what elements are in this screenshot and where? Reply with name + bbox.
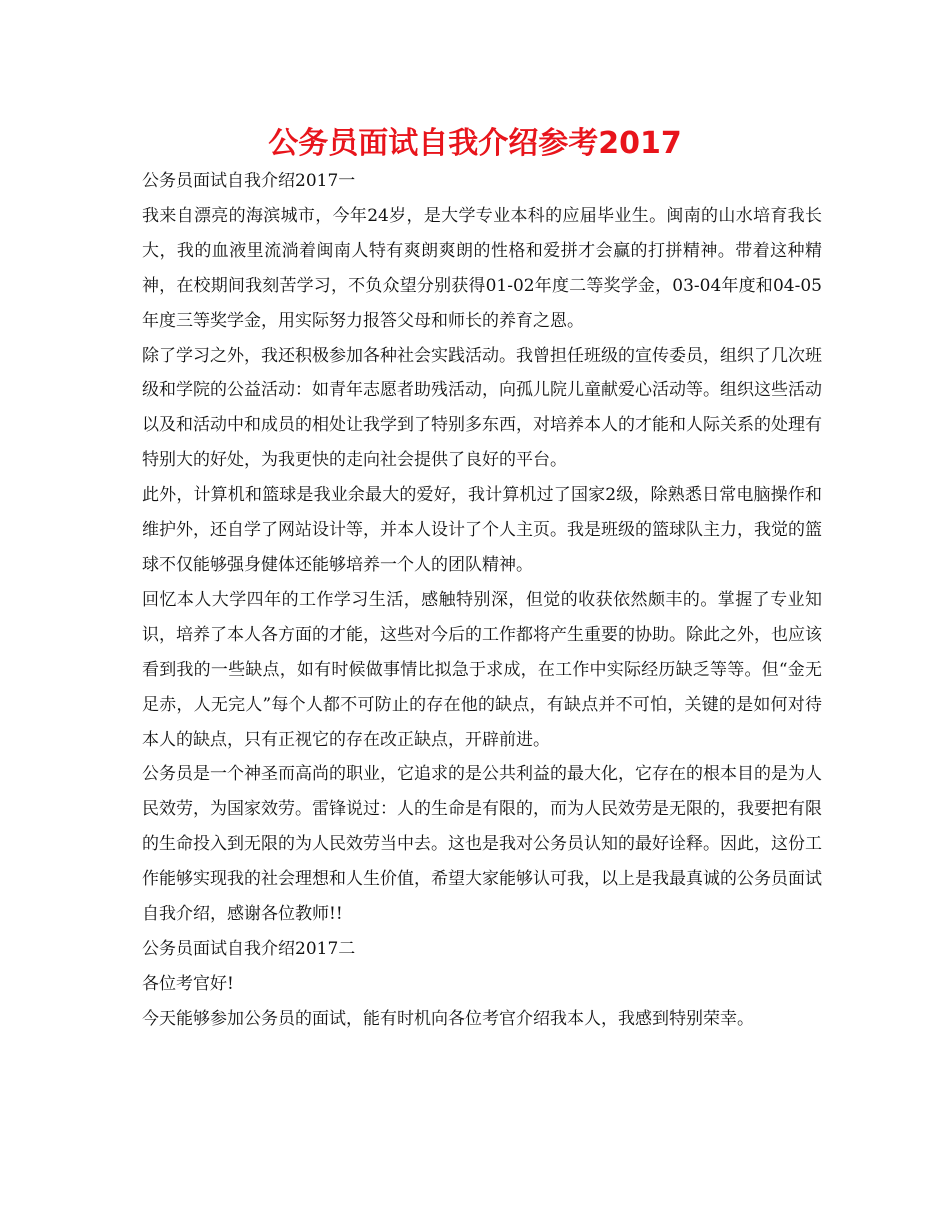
paragraph: 回忆本人大学四年的工作学习生活，感触特别深，但觉的收获依然颇丰的。掌握了专业知识，培养了本人各方面的才能，这些对今后的工作都将产生重要的协助。除此之外，也应该看到我的一些缺点，如有时候做事情比拟急于求成，在工作中实际经历缺乏等等。但“金无足赤，人无完人”每个人都不可防止的存在他的缺点，有缺点并不可怕，关键的是如何对待本人的缺点，只有正视它的存在改正缺点，开辟前进。 — [142, 589, 822, 750]
paragraph: 此外，计算机和篮球是我业余最大的爱好，我计算机过了国家2级，除熟悉日常电脑操作和维护外，还自学了网站设计等，并本人设计了个人主页。我是班级的篮球队主力，我觉的篮球不仅能够强身健体还能够培养一个人的团队精神。 — [142, 485, 822, 575]
document-body — [142, 164, 822, 1037]
document-title: 公务员面试自我介绍参考2017 — [268, 126, 682, 161]
paragraph: 今天能够参加公务员的面试，能有时机向各位考官介绍我本人，我感到特别荣幸。 — [142, 1008, 754, 1029]
paragraph: 公务员面试自我介绍2017一 — [142, 171, 356, 191]
paragraph: 除了学习之外，我还积极参加各种社会实践活动。我曾担任班级的宣传委员，组织了几次班级和学院的公益活动：如青年志愿者助残活动，向孤儿院儿童献爱心活动等。组织这些活动以及和活动中和成员的相处让我学到了特别多东西，对培养本人的才能和人际关系的处理有特别大的好处，为我更快的走向社会提供了良好的平台。 — [142, 345, 822, 471]
paragraph: 公务员是一个神圣而高尚的职业，它追求的是公共利益的最大化，它存在的根本目的是为人民效劳，为国家效劳。雷锋说过：人的生命是有限的，而为人民效劳是无限的，我要把有限的生命投入到无限的为人民效劳当中去。这也是我对公务员认知的最好诠释。因此，这份工作能够实现我的社会理想和人生价值，希望大家能够认可我，以上是我最真诚的公务员面试自我介绍，感谢各位教师!! — [142, 764, 822, 925]
paragraph: 各位考官好! — [142, 973, 234, 994]
paragraph: 公务员面试自我介绍2017二 — [142, 938, 356, 959]
paragraph: 我来自漂亮的海滨城市，今年24岁，是大学专业本科的应届毕业生。闽南的山水培育我长大，我的血液里流淌着闽南人特有爽朗爽朗的性格和爱拼才会赢的打拼精神。带着这种精神，在校期间我刻苦学习，不负众望分别获得01-02年度二等奖学金，03-04年度和04-05年度三等奖学金，用实际努力报答父母和师长的养育之恩。 — [142, 205, 822, 331]
